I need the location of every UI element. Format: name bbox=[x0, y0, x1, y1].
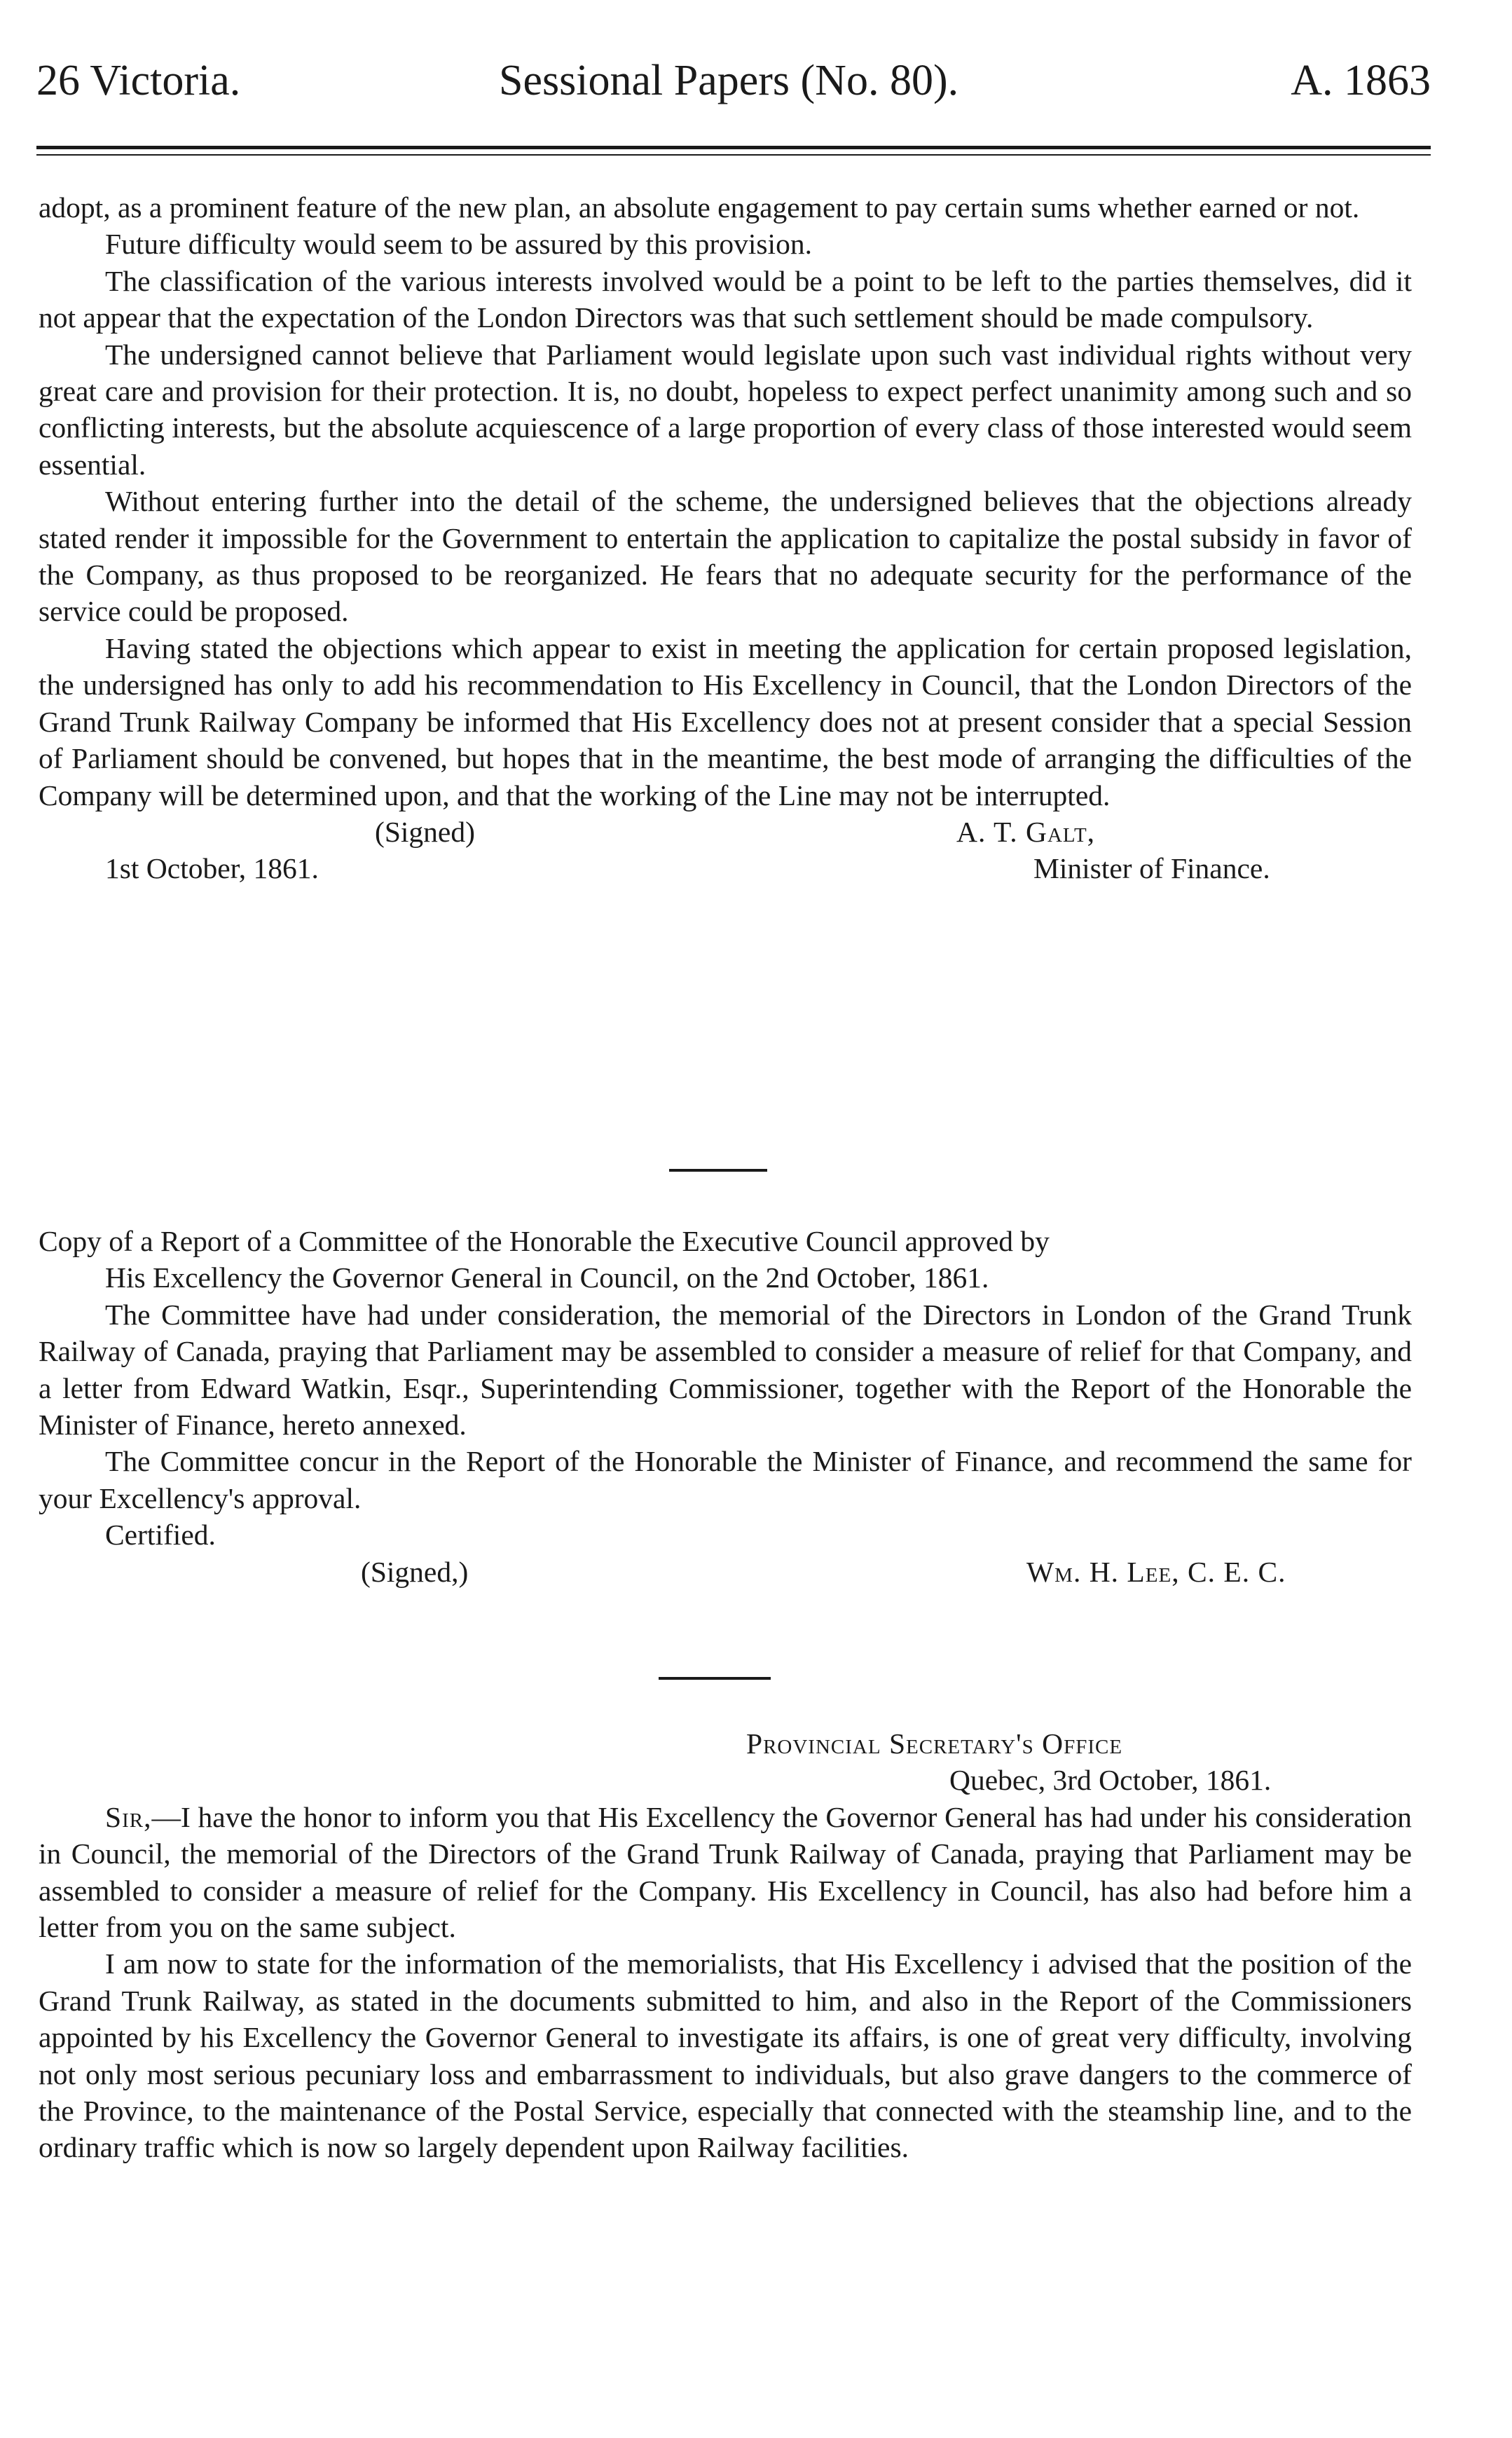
council-report bbox=[39, 1223, 1412, 1590]
paragraph: I am now to state for the information of the memorialists, that His Excellency i advised that the position of the Grand Trunk Railway, as stated in the documents submitted to him, and also in the Report of the Commissioners appointed by his Excellency the Governor General to investigate its affairs, is one of great very difficulty, involving not only most serious pecuniary loss and embarrassment to individuals, but also grave dangers to the commerce of the Province, to the maintenance of the Postal Service, especially that connected with the steamship line, and to the ordinary traffic which is now so largely dependent upon Railway facilities. bbox=[39, 1947, 1412, 2164]
signer-name: Wm. H. Lee, C. E. C. bbox=[1026, 1555, 1286, 1588]
signature-row bbox=[39, 1554, 1412, 1590]
signer-name: A. T. Galt, bbox=[956, 815, 1096, 848]
signature-row bbox=[39, 850, 1412, 886]
office-line bbox=[39, 1725, 1412, 1762]
header-rule-thin bbox=[36, 154, 1431, 156]
header-year: A. 1863 bbox=[1291, 57, 1431, 104]
report-heading: Copy of a Report of a Committee of the Honorable the Executive Council approved by bbox=[39, 1225, 1050, 1257]
section-divider bbox=[669, 1169, 767, 1172]
certified-label: Certified. bbox=[105, 1519, 216, 1552]
section-divider bbox=[659, 1677, 771, 1680]
salutation: Sir, bbox=[105, 1800, 152, 1833]
finance-report bbox=[39, 189, 1412, 887]
office-name: Provincial Secretary's Office bbox=[746, 1727, 1123, 1760]
paragraph: The classification of the various interests involved would be a point to be left to the parties themselves, did it not appear that the expectation of the London Directors was that such settlement should be made compulsory. bbox=[39, 264, 1412, 334]
report-heading: His Excellency the Governor General in Council, on the 2nd October, 1861. bbox=[105, 1261, 989, 1294]
header-session: 26 Victoria. bbox=[36, 57, 241, 104]
paragraph: Future difficulty would seem to be assured by this provision. bbox=[105, 228, 812, 261]
signed-label: (Signed,) bbox=[361, 1555, 469, 1588]
dateline-row bbox=[39, 1762, 1412, 1798]
secretary-letter bbox=[39, 1725, 1412, 2166]
signer-title: Minister of Finance. bbox=[1033, 852, 1270, 885]
paragraph: Without entering further into the detail of the scheme, the undersigned believes that the objections already stated render it impossible for the Government to entertain the application to capitalize the postal subsidy in favor of the Company, as thus proposed to be reorganized. He fears that no adequate security for the performance of the service could be proposed. bbox=[39, 485, 1412, 628]
paragraph: Having stated the objections which appear to exist in meeting the application for certain proposed legislation, the undersigned has only to add his recommendation to His Excellency in Council, that the London Directors of the Grand Trunk Railway Company be informed that His Excellency does not at present consider that a special Session of Parliament should be convened, but hopes that in the meantime, the best mode of arranging the difficulties of the Company will be determined upon, and that the working of the Line may not be interrupted. bbox=[39, 631, 1412, 811]
letter-date: Quebec, 3rd October, 1861. bbox=[949, 1764, 1272, 1797]
signed-label: (Signed) bbox=[375, 815, 475, 848]
paragraph: The Committee have had under consideration, the memorial of the Directors in London of the Grand Trunk Railway of Canada, praying that Parliament may be assembled to consider a measure of relief for that Company, and a letter from Edward Watkin, Esqr., Superintending Commissioner, together with the Report of the Honorable the Minister of Finance, hereto annexed. bbox=[39, 1298, 1412, 1441]
paragraph bbox=[39, 1799, 1412, 1946]
header-rule bbox=[36, 146, 1431, 149]
paragraph: The Committee concur in the Report of the Honorable the Minister of Finance, and recommend the same for your Excellency's approval. bbox=[39, 1445, 1412, 1514]
paragraph: adopt, as a prominent feature of the new plan, an absolute engagement to pay certain sums whether earned or not. bbox=[39, 191, 1360, 224]
page-header bbox=[36, 49, 1431, 112]
paragraph-text: —I have the honor to inform you that His Excellency the Governor General has had under his consideration in Council, the memorial of the Directors of the Grand Trunk Railway of Canada, praying that Parliament may be assembled to consider a measure of relief for the Company. His Excellency in Council, has also had before him a letter from you on the same subject. bbox=[39, 1800, 1412, 1943]
signature-row bbox=[39, 814, 1412, 850]
paragraph: The undersigned cannot believe that Parliament would legislate upon such vast individual rights without very great care and provision for their protection. It is, no doubt, hopeless to expect perfect unanimity among such and so conflicting interests, but the absolute acquiescence of a large proportion of every class of those interested would seem essential. bbox=[39, 338, 1412, 481]
header-title: Sessional Papers (No. 80). bbox=[499, 57, 959, 104]
report-date: 1st October, 1861. bbox=[105, 852, 319, 885]
